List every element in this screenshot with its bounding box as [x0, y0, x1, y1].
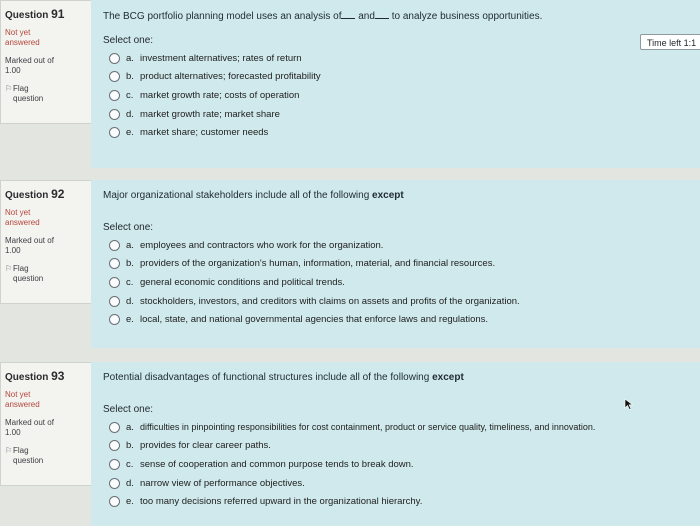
option-a[interactable] — [109, 418, 700, 437]
option-text: general economic conditions and political trends. — [140, 276, 345, 288]
answer-state: Not yet answered — [5, 28, 40, 47]
option-d[interactable] — [109, 105, 700, 124]
blank — [375, 10, 389, 19]
option-c[interactable] — [109, 273, 700, 292]
option-letter: d. — [126, 477, 134, 489]
answer-state: Not yet answered — [5, 390, 40, 409]
radio-button[interactable] — [109, 90, 120, 101]
radio-button[interactable] — [109, 440, 120, 451]
question-info — [0, 0, 96, 124]
radio-button[interactable] — [109, 258, 120, 269]
question-title — [5, 187, 95, 201]
radio-button[interactable] — [109, 53, 120, 64]
select-one-prompt: Select one: — [103, 222, 154, 233]
option-b[interactable] — [109, 255, 700, 274]
radio-button[interactable] — [109, 277, 120, 288]
option-c[interactable] — [109, 86, 700, 105]
question-label: Question — [5, 190, 49, 201]
question-title — [5, 7, 95, 21]
question-content — [91, 0, 700, 168]
option-text: investment alternatives; rates of return — [140, 52, 302, 64]
question-title — [5, 369, 95, 383]
question-info — [0, 362, 96, 486]
option-letter: c. — [126, 89, 134, 101]
question-92 — [0, 180, 700, 348]
flag-icon: ⚐ — [5, 264, 13, 273]
question-text — [103, 10, 700, 23]
question-content — [91, 362, 700, 526]
radio-button[interactable] — [109, 459, 120, 470]
option-letter: b. — [126, 258, 134, 270]
radio-button[interactable] — [109, 240, 120, 251]
question-emphasis: except — [372, 190, 404, 201]
radio-button[interactable] — [109, 71, 120, 82]
radio-button[interactable] — [109, 314, 120, 325]
option-letter: e. — [126, 127, 134, 139]
option-letter: e. — [126, 314, 134, 326]
answer-options — [109, 236, 700, 329]
question-93 — [0, 362, 700, 526]
option-text: product alternatives; forecasted profitability — [140, 71, 321, 83]
question-text-main: Major organizational stakeholders include all of the following — [103, 190, 370, 201]
option-letter: c. — [126, 276, 134, 288]
flag-label: Flag question — [13, 264, 44, 283]
question-text-part: to analyze business opportunities. — [391, 11, 543, 22]
option-d[interactable] — [109, 474, 700, 493]
flag-label: Flag question — [13, 446, 44, 465]
question-emphasis: except — [432, 372, 464, 383]
answer-options — [109, 49, 700, 142]
answer-state: Not yet answered — [5, 208, 40, 227]
option-text: stockholders, investors, and creditors with claims on assets and profits of the organization. — [140, 295, 520, 307]
option-text: narrow view of performance objectives. — [140, 477, 305, 489]
radio-button[interactable] — [109, 109, 120, 120]
option-b[interactable] — [109, 68, 700, 87]
option-a[interactable] — [109, 49, 700, 68]
flag-icon: ⚐ — [5, 84, 13, 93]
option-e[interactable] — [109, 123, 700, 142]
question-text-main: Potential disadvantages of functional structures include all of the following — [103, 372, 430, 383]
radio-button[interactable] — [109, 422, 120, 433]
option-letter: a. — [126, 52, 134, 64]
flag-label: Flag question — [13, 84, 44, 103]
option-b[interactable] — [109, 437, 700, 456]
question-text-part: The BCG portfolio planning model uses an analysis of — [103, 11, 342, 22]
option-text: employees and contractors who work for the organization. — [140, 239, 384, 251]
question-number: 93 — [51, 369, 65, 383]
option-letter: e. — [126, 496, 134, 508]
option-e[interactable] — [109, 310, 700, 329]
question-text-part: and — [358, 11, 375, 22]
flag-question-link[interactable] — [5, 446, 95, 466]
option-letter: d. — [126, 295, 134, 307]
option-text: difficulties in pinpointing responsibilities for cost containment, product or service quality, timeliness, and innovation. — [140, 422, 596, 433]
question-content — [91, 180, 700, 348]
option-text: local, state, and national governmental agencies that enforce laws and regulations. — [140, 314, 489, 326]
flag-question-link[interactable] — [5, 84, 95, 104]
option-text: provides for clear career paths. — [140, 440, 271, 452]
flag-icon: ⚐ — [5, 446, 13, 455]
question-label: Question — [5, 372, 49, 383]
question-91 — [0, 0, 700, 168]
option-text: market growth rate; costs of operation — [140, 89, 300, 101]
select-one-prompt: Select one: — [103, 404, 154, 415]
option-d[interactable] — [109, 292, 700, 311]
option-e[interactable] — [109, 492, 700, 511]
mouse-cursor-icon — [624, 398, 634, 410]
question-text — [103, 372, 700, 384]
option-a[interactable] — [109, 236, 700, 255]
marks-info: Marked out of 1.00 — [5, 56, 54, 75]
radio-button[interactable] — [109, 296, 120, 307]
answer-options — [109, 418, 700, 511]
option-letter: b. — [126, 71, 134, 83]
select-one-prompt: Select one: — [103, 35, 154, 46]
option-letter: d. — [126, 108, 134, 120]
blank — [341, 10, 355, 19]
radio-button[interactable] — [109, 478, 120, 489]
option-text: too many decisions referred upward in the organizational hierarchy. — [140, 496, 423, 508]
option-letter: c. — [126, 458, 134, 470]
marks-info: Marked out of 1.00 — [5, 236, 54, 255]
option-letter: a. — [126, 239, 134, 251]
option-letter: a. — [126, 421, 134, 433]
question-info — [0, 180, 96, 304]
option-text: market share; customer needs — [140, 127, 269, 139]
option-c[interactable] — [109, 455, 700, 474]
radio-button[interactable] — [109, 496, 120, 507]
radio-button[interactable] — [109, 127, 120, 138]
option-text: market growth rate; market share — [140, 108, 280, 120]
option-letter: b. — [126, 440, 134, 452]
flag-question-link[interactable] — [5, 264, 95, 284]
question-number: 91 — [51, 7, 65, 21]
time-left-timer: Time left 1:1 — [640, 34, 700, 50]
question-number: 92 — [51, 187, 65, 201]
option-text: sense of cooperation and common purpose tends to break down. — [140, 458, 414, 470]
option-text: providers of the organization's human, information, material, and financial resources. — [140, 258, 496, 270]
question-label: Question — [5, 10, 49, 21]
question-text — [103, 190, 700, 202]
marks-info: Marked out of 1.00 — [5, 418, 54, 437]
